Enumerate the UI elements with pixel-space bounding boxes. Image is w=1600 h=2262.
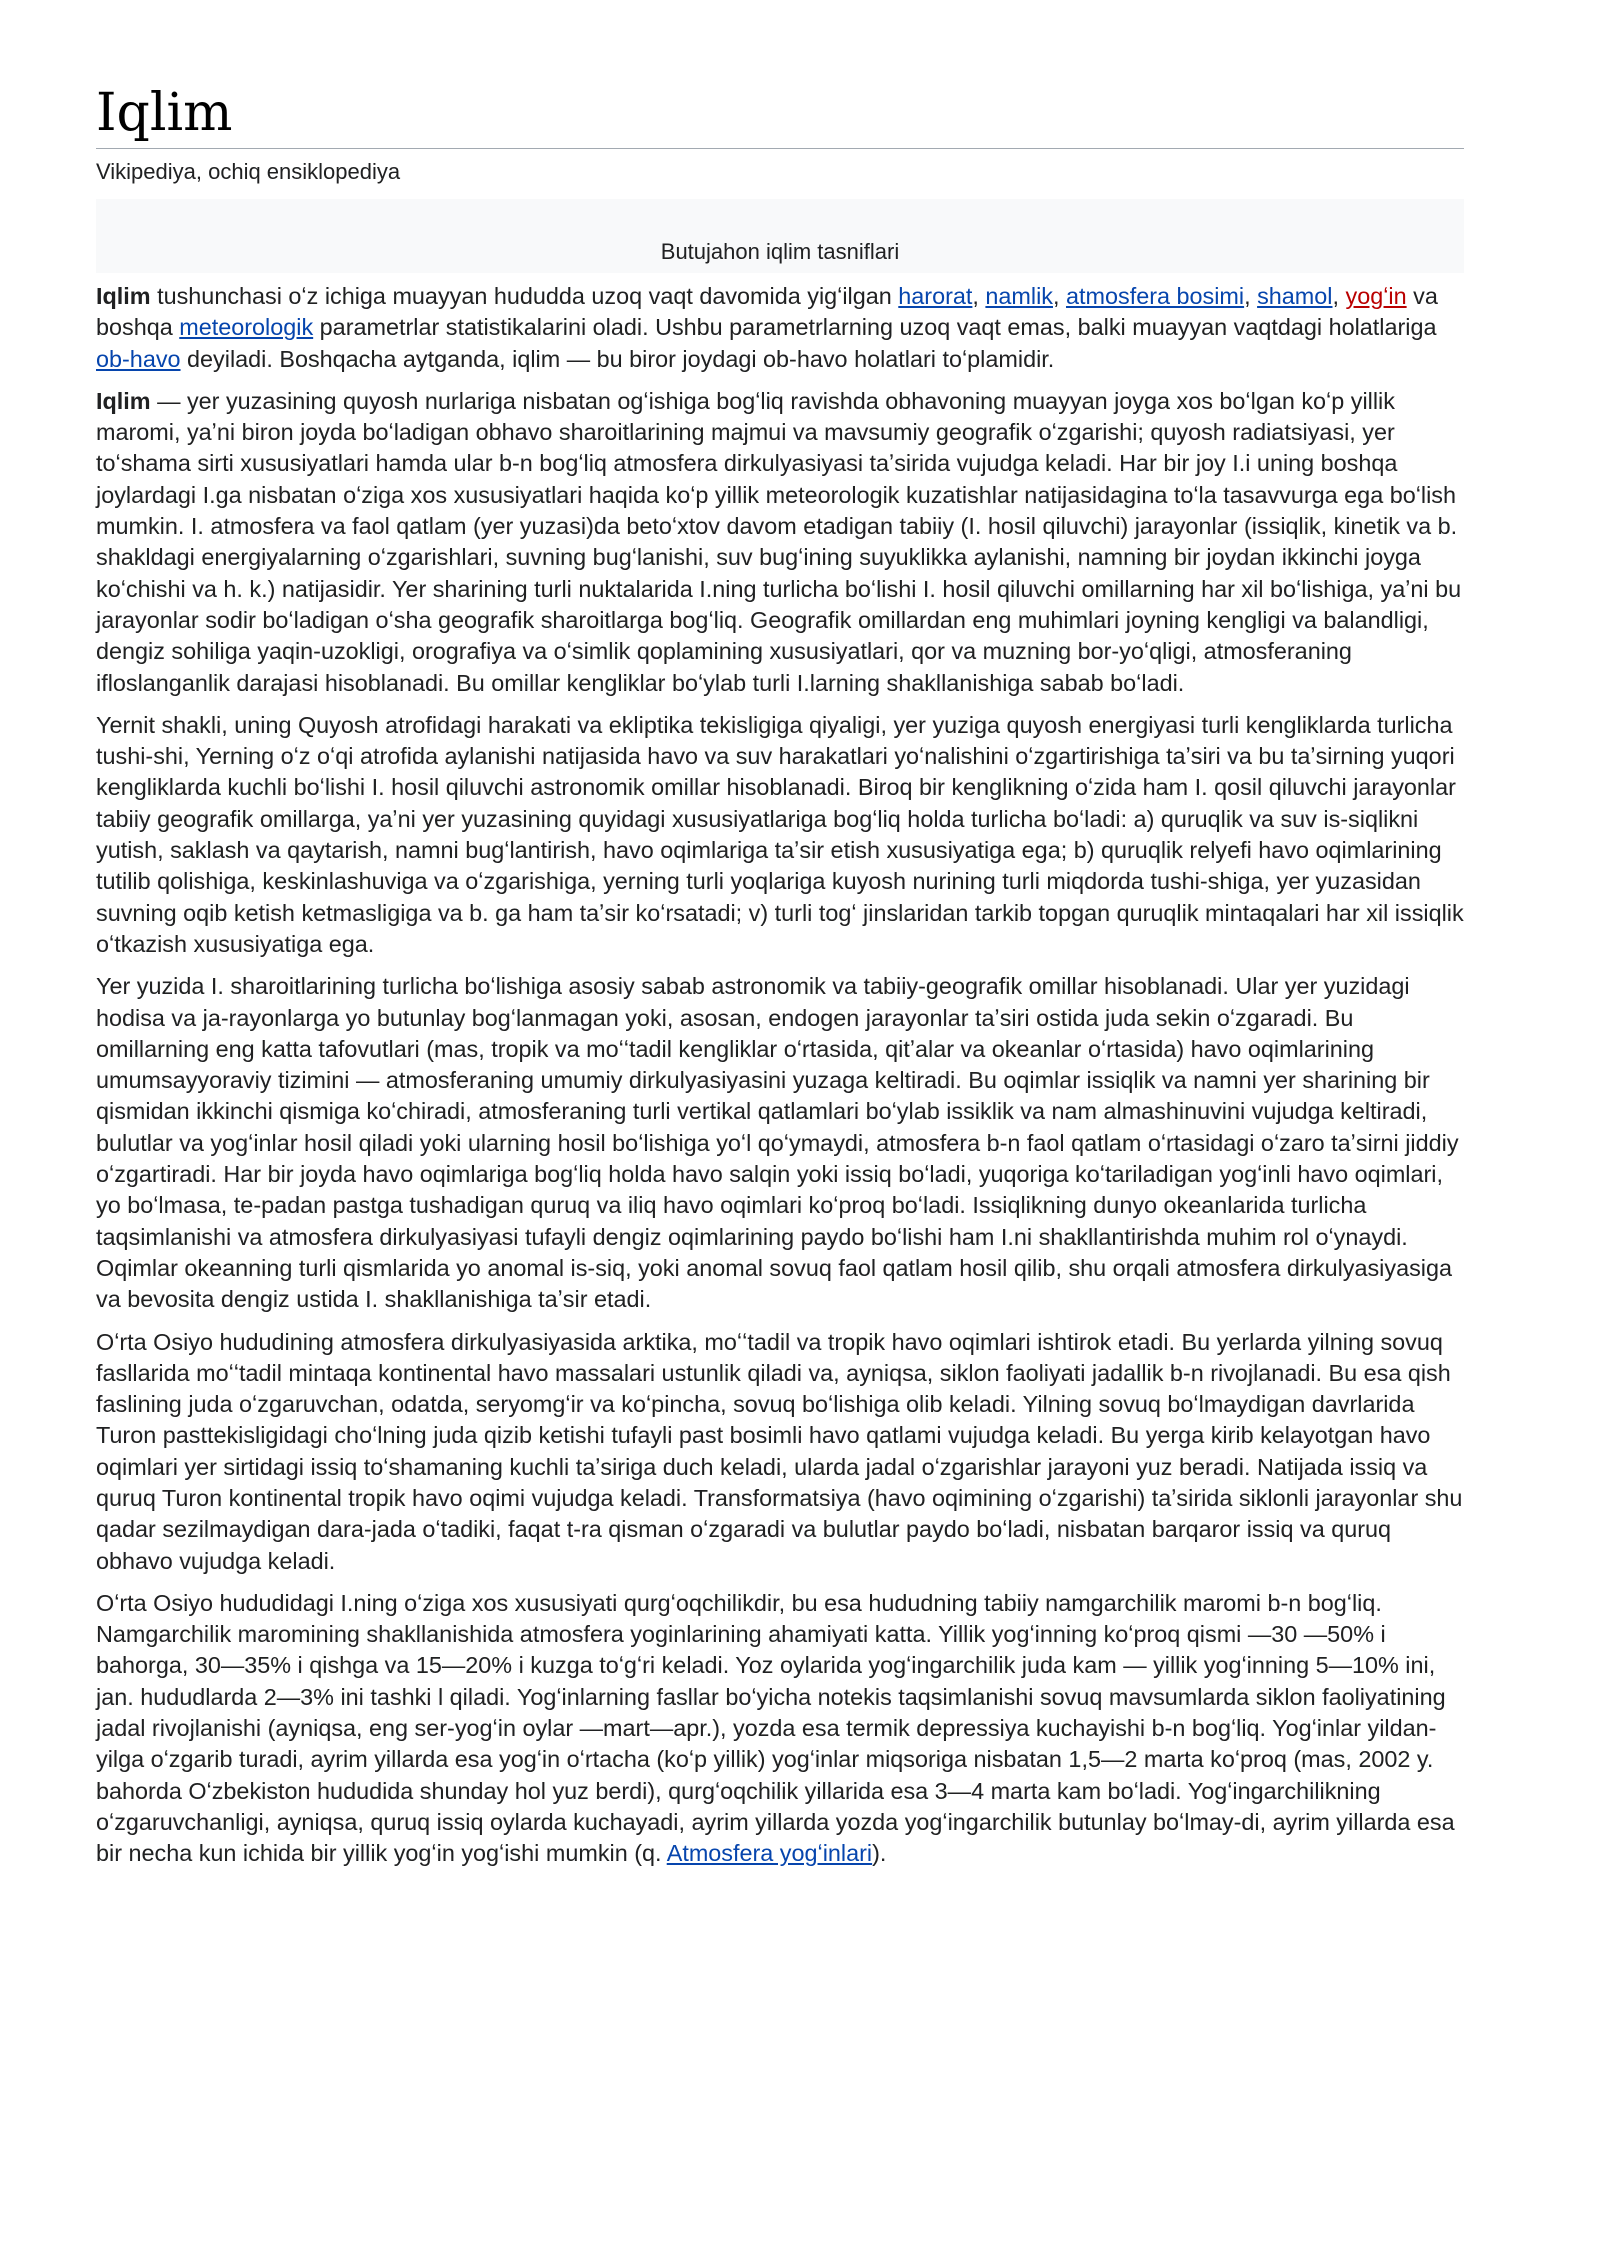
text-run: ). [872,1840,887,1867]
text-run: , [1332,283,1346,309]
text-run: Oʻrta Osiyo hududidagi I.ning oʻziga xos xususiyati qurgʻoqchilikdir, bu esa hududning tabiiy namgarchilik maromi b-n bogʻliq. Namgarchilik maromining shakllanishida atmosfera yoginlarining ahamiyati katta. Yillik yogʻinning koʻproq qismi —30 —50% i bahorga, 30—35% i qishga va 15—20% i kuzga toʻgʻri keladi. Yoz oylarida yogʻingarchilik juda kam — yillik yogʻinning 5—10% ini, jan. hududlarda 2—3% ini tashki l qiladi. Yogʻinlarning fasllar boʻyicha notekis taqsimlanishi sovuq mavsumlarda siklon faoliyatining jadal rivojlanishi (ayniqsa, eng ser-yogʻin oylar —mart—apr.), yozda esa termik depressiya kuchayishi b-n bogʻliq. Yogʻinlar yildan-yilga oʻzgarib turadi, ayrim yillarda esa yogʻin oʻrtacha (koʻp yillik) yogʻinlar miqsoriga nisbatan 1,5—2 marta koʻproq (mas, 2002 y. bahorda Oʻzbekiston hududida shunday hol yuz berdi), qurgʻoqchilik yillarida esa 3—4 marta kam boʻladi. Yogʻingarchilikning oʻzgaruvchanligi, ayniqsa, quruq issiq oylarda kuchayadi, ayrim yillarda yozda yogʻingarchilik butunlay boʻlmay-di, ayrim yillarda esa bir necha kun ichida bir yillik yogʻin yogʻishi mumkin (q. [96,1589,1455,1867]
text-run: , [1053,283,1066,309]
infobox-caption: Butujahon iqlim tasniflari [660,239,900,264]
site-tagline: Vikipediya, ochiq ensiklopediya [96,159,401,184]
infobox [96,199,1464,273]
link-yogin[interactable]: yogʻin [1345,283,1407,309]
article [96,80,1464,1881]
link-ob-havo[interactable]: ob-havo [96,345,181,372]
link-namlik[interactable]: namlik [985,283,1053,309]
link-atmosfera-bosimi[interactable]: atmosfera bosimi [1066,283,1245,309]
bold-term: Iqlim [96,283,151,309]
text-run: deyiladi. Boshqacha aytganda, iqlim — bu biror joydagi ob-havo holatlari toʻplamidir. [180,345,1055,372]
text-run: parametrlar statistikalarini oladi. Ushbu parametrlarning uzoq vaqt emas, balki muayyan vaqtdagi holatlariga [313,314,1437,341]
paragraph-astronomical-factors: Yernit shakli, uning Quyosh atrofidagi harakati va ekliptika tekisligiga qiyaligi, yer yuziga quyosh energiyasi turli kengliklarda turlicha tushi-shi, Yerning oʻz oʻqi atrofida aylanishi natijasida havo va suv harakatlari yoʻnalishini oʻzgartirishiga taʼsiri va bu taʼsirning yuqori kengliklarda kuchli boʻlishi I. hosil qiluvchi astronomik omillar hisoblanadi. Biroq bir kenglikning oʻzida ham I. qosil qiluvchi jarayonlar tabiiy geografik omillarga, yaʼni yer yuzasining quyidagi xususiyatlariga bogʻliq holda turlicha boʻladi: a) quruqlik va suv is-siqlikni yutish, saklash va qaytarish, namni bugʻlantirish, havo oqimlariga taʼsir etish xususiyatiga ega; b) quruqlik relyefi havo oqimlarining tutilib qolishiga, keskinlashuviga va oʻzgarishiga, yerning turli yoqlariga kuyosh nurining turli miqdorda tushi-shiga, yer yuzasidan suvning oqib ketish ketmasligiga va b. ga ham taʼsir koʻrsatadi; v) turli togʻ jinslaridan tarkib topgan quruqlik mintaqalari har xil issiqlik oʻtkazish xususiyatiga ega. [96,711,1464,957]
text-run: tushunchasi oʻz ichiga muayyan hududda uzoq vaqt davomida yigʻilgan [150,283,899,309]
text-run: va boshqa [96,283,1438,341]
text-run: , [1244,283,1258,309]
paragraph-circulation: Yer yuzida I. sharoitlarining turlicha boʻlishiga asosiy sabab astronomik va tabiiy-geografik omillar hisoblanadi. Ular yer yuzidagi hodisa va ja-rayonlarga yo butunlay bogʻlanmagan yoki, asosan, endogen jarayonlar taʼsiri ostida juda sekin oʻzgaradi. Bu omillarning eng katta tafovutlari (mas, tropik va moʻʻtadil kengliklar oʻrtasida, qitʼalar va okeanlar oʻrtasida) havo oqimlarining umumsayyoraviy tizimini — atmosferaning umumiy dirkulyasiyasini yuzaga keltiradi. Bu oqimlar issiqlik va namni yer sharining bir qismidan ikkinchi qismiga koʻchiradi, atmosferaning turli vertikal qatlamlari boʻylab issiklik va nam almashinuvini vujudga keltiradi, bulutlar va yogʻinlar hosil qiladi yoki ularning hosil boʻlishiga yoʻl qoʻymaydi, atmosfera b-n faol qatlam oʻrtasidagi oʻzaro taʼsirni jiddiy oʻzgartiradi. Har bir joyda havo oqimlariga bogʻliq holda havo salqin yoki issiq boʻladi, yuqoriga koʻtariladigan yogʻinli havo oqimlari, yo boʻlmasa, te-padan pastga tushadigan quruq va iliq havo oqimlari koʻproq boʻladi. Issiqlikning dunyo okeanlarida turlicha taqsimlanishi va atmosfera dirkulyasiyasi tufayli dengiz oqimlarining paydo boʻlishi ham I.ni shakllantirishda muhim rol oʻynaydi. Oqimlar okeanning turli qismlarida yo anomal is-siq, yoki anomal sovuq faol qatlam hosil qilib, shu orqali atmosfera dirkulyasiyasiga va bevosita dengiz ustida I. shakllanishiga taʼsir etadi. [96,973,1459,1313]
page-title: Iqlim [96,80,1464,149]
link-meteorologik[interactable]: meteorologik [179,314,314,341]
paragraph-definition [96,386,1464,699]
bold-term: Iqlim [96,387,151,414]
text-run: — yer yuzasining quyosh nurlariga nisbatan ogʻishiga bogʻliq ravishda obhavoning muayyan joyga xos boʻlgan koʻp yillik maromi, yaʼni biron joyda boʻladigan obhavo sharoitlarining majmui va mavsumiy geografik oʻzgarishi; quyosh radiatsiyasi, yer toʻshama sirti xususiyatlari hamda ular b-n bogʻliq atmosfera dirkulyasiyasi taʼsirida vujudga keladi. Har bir joy I.i uning boshqa joylardagi I.ga nisbatan oʻziga xos xususiyatlari haqida koʻp yillik meteorologik kuzatishlar natijasidagina toʻla tasavvurga ega boʻlish mumkin. I. atmosfera va faol qatlam (yer yuzasi)da betoʻxtov davom etadigan tabiiy (I. hosil qiluvchi) jarayonlar (issiqlik, kinetik va b. shakldagi energiyalarning oʻzgarishlari, suvning bugʻlanishi, suv bugʻining suyuklikka aylanishi, namning bir joydan ikkinchi joyga koʻchishi va h. k.) natijasidir. Yer sharining turli nuktalarida I.ning turlicha boʻlishi I. hosil qiluvchi omillarning har xil boʻlishiga, yaʼni bu jarayonlar sodir boʻladigan oʻsha geografik sharoitlarga bogʻliq. Geografik omillardan eng muhimlari joyning kengligi va balandligi, dengiz sohiliga yaqin-uzokligi, orografiya va oʻsimlik qoplamining xususiyatlari, qor va muzning bor-yoʻqligi, atmosferaning ifloslanganlik darajasi hisoblanadi. Bu omillar kengliklar boʻylab turli I.larning shakllanishiga sabab boʻladi. [96,387,1462,696]
paragraph-precipitation [96,1588,1464,1870]
article-body [96,281,1464,1870]
link-atmosfera-yoginlari[interactable]: Atmosfera yogʻinlari [666,1840,873,1867]
link-harorat[interactable]: harorat [898,283,973,309]
paragraph-intro [96,281,1464,375]
text-run: , [972,283,986,309]
paragraph-central-asia: Oʻrta Osiyo hududining atmosfera dirkulyasiyasida arktika, moʻʻtadil va tropik havo oqimlari ishtirok etadi. Bu yerlarda yilning sovuq fasllarida moʻʻtadil mintaqa kontinental havo massalari ustunlik qiladi va, ayniqsa, siklon faoliyati jadallik b-n rivojlanadi. Bu esa qish faslining juda oʻzgaruvchan, odatda, seryomgʻir va koʻpincha, sovuq boʻlishiga olib keladi. Yilning sovuq boʻlmaydigan davrlarida Turon pasttekisligidagi choʻlning juda qizib ketishi tufayli past bosimli havo qatlami vujudga keladi. Bu yerga kirib kelayotgan havo oqimlari yer sirtidagi issiq toʻshamaning kuchli taʼsiriga duch keladi, ularda jadal oʻzgarishlar jarayoni yuz beradi. Natijada issiq va quruq Turon kontinental tropik havo oqimi vujudga keladi. Transformatsiya (havo oqimining oʻzgarishi) taʼsirida siklonli jarayonlar shu qadar sezilmaydigan dara-jada oʻtadiki, faqat t-ra qisman oʻzgaradi va bulutlar paydo boʻladi, nisbatan barqaror issiq va quruq obhavo vujudga keladi. [96,1328,1463,1574]
link-shamol[interactable]: shamol [1257,283,1333,309]
